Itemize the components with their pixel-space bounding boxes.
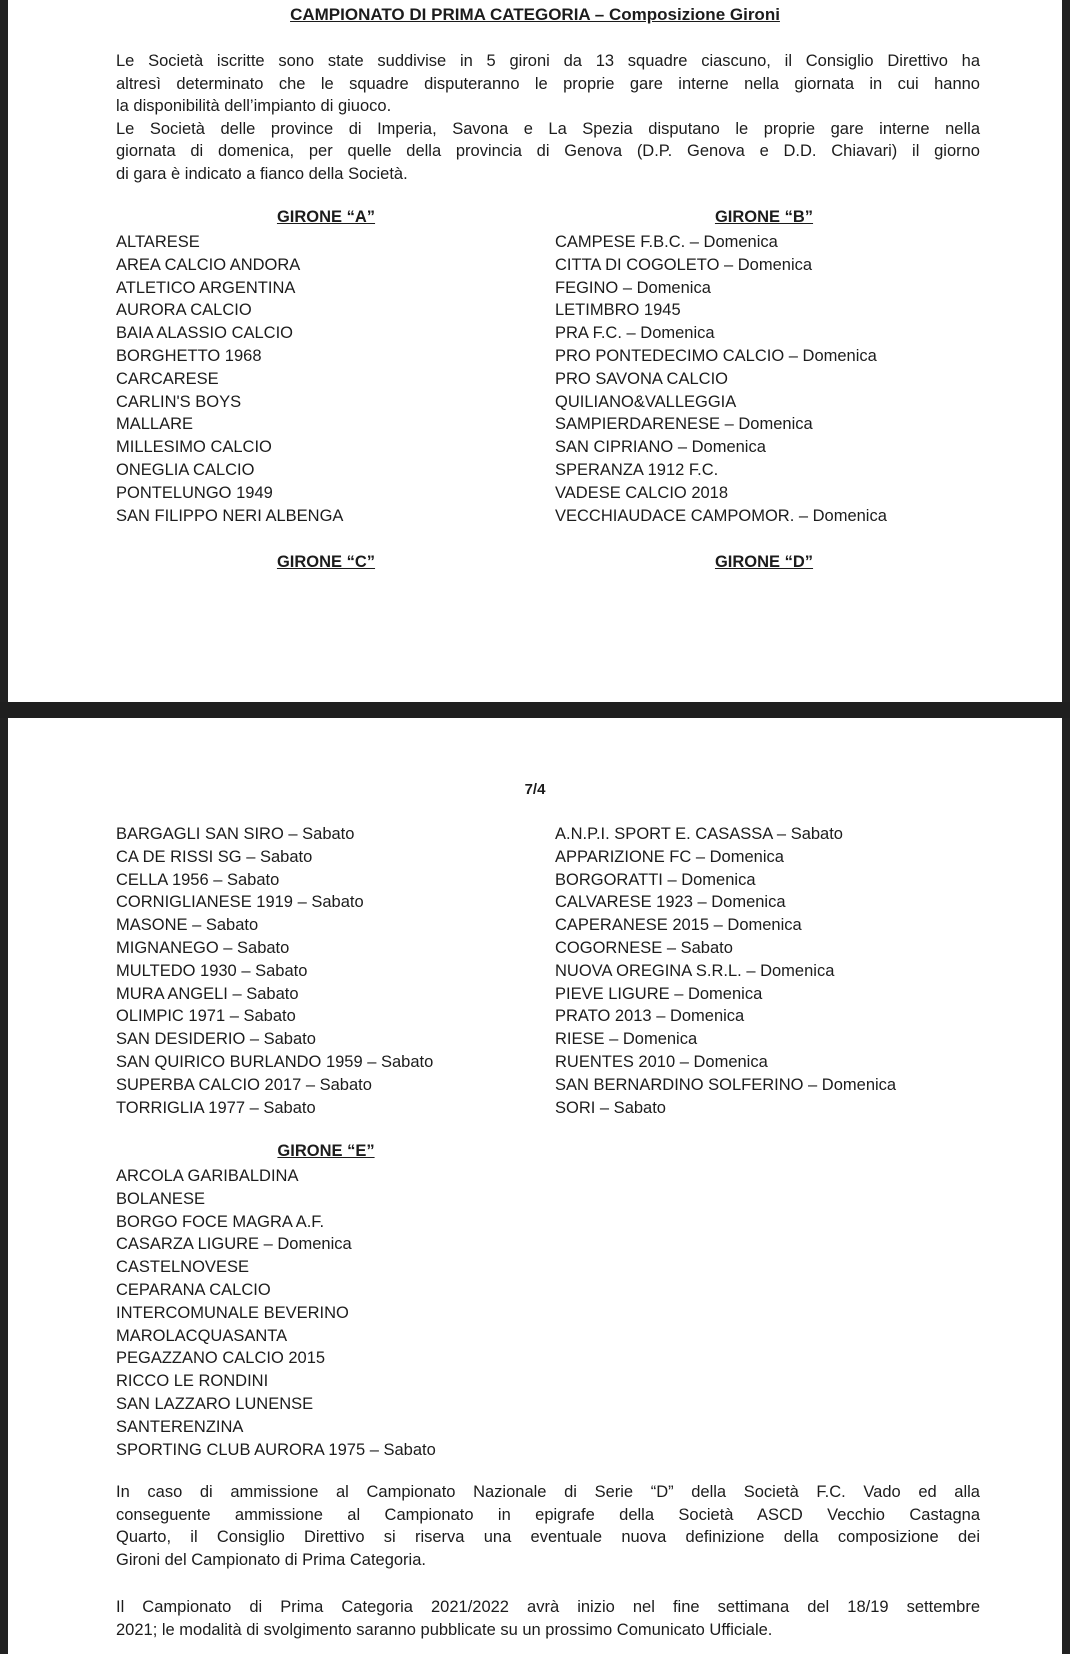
girone-e-heading: GIRONE “E” [277, 1142, 375, 1160]
team-list-item: NUOVA OREGINA S.R.L. – Domenica [555, 961, 835, 980]
girone-b-heading: GIRONE “B” [714, 208, 814, 226]
team-list-item: RUENTES 2010 – Domenica [555, 1052, 768, 1071]
team-list-item: CASTELNOVESE [116, 1258, 249, 1277]
team-list-item: SAMPIERDARENESE – Domenica [555, 415, 813, 434]
team-list-item: CALVARESE 1923 – Domenica [555, 893, 786, 912]
intro-line: Le Società iscritte sono state suddivise in 5 gironi da 13 squadre ciascuno, il Consiglio Direttivo ha [116, 52, 980, 70]
team-list-item: MULTEDO 1930 – Sabato [116, 961, 308, 980]
girone-b-team-list [555, 231, 887, 527]
girone-a-heading: GIRONE “A” [276, 208, 376, 226]
team-list-item: SAN BERNARDINO SOLFERINO – Domenica [555, 1075, 897, 1094]
intro-line: altresì determinato che le squadre disputeranno le proprie gare interne nella giornata in cui hanno [116, 74, 980, 93]
team-list-item: SAN DESIDERIO – Sabato [116, 1030, 316, 1049]
document-title: CAMPIONATO DI PRIMA CATEGORIA – Composizione Gironi [290, 5, 780, 24]
girone-c-team-list [116, 823, 433, 1119]
intro-line: giornata di domenica, per quelle della provincia di Genova (D.P. Genova e D.D. Chiavari) il giorno [116, 142, 980, 160]
team-list-item: COGORNESE – Sabato [555, 938, 733, 957]
intro-line: Le Società delle province di Imperia, Savona e La Spezia disputano le proprie gare interne nella [116, 119, 980, 138]
team-list-item: SAN FILIPPO NERI ALBENGA [116, 506, 344, 525]
team-list-item: LETIMBRO 1945 [555, 301, 681, 320]
note-line: conseguente ammissione al Campionato in epigrafe della Società ASCD Vecchio Castagna [116, 1505, 980, 1524]
document-page-bottom [0, 718, 1070, 1654]
team-list-item: INTERCOMUNALE BEVERINO [116, 1303, 349, 1322]
intro-line: di gara è indicato a fianco della Società. [116, 164, 408, 183]
team-list-item: SPERANZA 1912 F.C. [555, 460, 719, 479]
team-list-item: CARLIN'S BOYS [116, 392, 242, 411]
team-list-item: CARCARESE [116, 369, 219, 388]
team-list-item: MILLESIMO CALCIO [116, 438, 272, 457]
team-list-item: PRO SAVONA CALCIO [555, 369, 728, 388]
team-list-item: CEPARANA CALCIO [116, 1280, 271, 1299]
team-list-item: PIEVE LIGURE – Domenica [555, 984, 763, 1003]
team-list-item: ONEGLIA CALCIO [116, 460, 255, 479]
team-list-item: SAN QUIRICO BURLANDO 1959 – Sabato [116, 1052, 434, 1071]
team-list-item: MALLARE [116, 415, 194, 434]
page-number: 7/4 [524, 781, 546, 798]
note-line: Gironi del Campionato di Prima Categoria. [116, 1550, 426, 1569]
team-list-item: CAMPESE F.B.C. – Domenica [555, 233, 778, 251]
team-list-item: MASONE – Sabato [116, 916, 259, 935]
team-list-item: A.N.P.I. SPORT E. CASASSA – Sabato [555, 825, 843, 843]
team-list-item: SUPERBA CALCIO 2017 – Sabato [116, 1075, 372, 1094]
team-list-item: PRO PONTEDECIMO CALCIO – Domenica [555, 346, 877, 365]
team-list-item: SAN LAZZARO LUNENSE [116, 1394, 314, 1413]
team-list-item: SORI – Sabato [555, 1098, 666, 1117]
team-list-item: PRA F.C. – Domenica [555, 324, 715, 343]
intro-line: la disponibilità dell’impianto di giuoco. [116, 97, 392, 115]
team-list-item: BOLANESE [116, 1189, 205, 1208]
team-list-item: PEGAZZANO CALCIO 2015 [116, 1349, 326, 1368]
team-list-item: CA DE RISSI SG – Sabato [116, 847, 313, 866]
team-list-item: BORGHETTO 1968 [116, 346, 262, 365]
team-list-item: MURA ANGELI – Sabato [116, 984, 299, 1003]
team-list-item: QUILIANO&VALLEGGIA [555, 392, 737, 411]
team-list-item: ARCOLA GARIBALDINA [116, 1167, 299, 1185]
team-list-item: PRATO 2013 – Domenica [555, 1007, 745, 1026]
start-line: Il Campionato di Prima Categoria 2021/2022 avrà inizio nel fine settimana del 18/19 settembre [116, 1598, 980, 1616]
team-list-item: MIGNANEGO – Sabato [116, 938, 290, 957]
team-list-item: RICCO LE RONDINI [116, 1372, 269, 1391]
team-list-item: SANTERENZINA [116, 1417, 244, 1436]
note-line: Quarto, il Consiglio Direttivo si riserva una eventuale nuova definizione della composizione dei [116, 1528, 980, 1546]
team-list-item: BORGO FOCE MAGRA A.F. [116, 1212, 325, 1231]
team-list-item: ATLETICO ARGENTINA [116, 278, 296, 297]
team-list-item: CITTA DI COGOLETO – Domenica [555, 255, 813, 274]
team-list-item: CASARZA LIGURE – Domenica [116, 1235, 352, 1254]
team-list-item: VECCHIAUDACE CAMPOMOR. – Domenica [555, 506, 887, 525]
team-list-item: AURORA CALCIO [116, 301, 252, 320]
start-line: 2021; le modalità di svolgimento saranno pubblicate su un prossimo Comunicato Ufficiale. [116, 1620, 773, 1639]
team-list-item: MAROLACQUASANTA [116, 1326, 288, 1345]
team-list-item: CORNIGLIANESE 1919 – Sabato [116, 893, 364, 912]
note-paragraph [116, 1481, 980, 1571]
team-list-item: SAN CIPRIANO – Domenica [555, 438, 766, 457]
document-page-top [0, 0, 1070, 702]
team-list-item: BARGAGLI SAN SIRO – Sabato [116, 825, 355, 843]
team-list-item: BAIA ALASSIO CALCIO [116, 324, 293, 343]
team-list-item: FEGINO – Domenica [555, 278, 711, 297]
team-list-item: SPORTING CLUB AURORA 1975 – Sabato [116, 1440, 436, 1459]
team-list-item: AREA CALCIO ANDORA [116, 255, 301, 274]
team-list-item: CELLA 1956 – Sabato [116, 870, 280, 889]
team-list-item: BORGORATTI – Domenica [555, 870, 756, 889]
girone-a-team-list [116, 231, 343, 527]
team-list-item: ALTARESE [116, 233, 200, 251]
start-paragraph [116, 1596, 980, 1641]
team-list-item: APPARIZIONE FC – Domenica [555, 847, 784, 866]
page-separator [0, 702, 1070, 718]
girone-e-team-list [116, 1165, 436, 1461]
team-list-item: PONTELUNGO 1949 [116, 483, 273, 502]
girone-d-team-list [555, 823, 896, 1119]
note-line: In caso di ammissione al Campionato Nazionale di Serie “D” della Società F.C. Vado ed alla [116, 1483, 980, 1501]
intro-paragraph [116, 50, 980, 185]
team-list-item: OLIMPIC 1971 – Sabato [116, 1007, 296, 1026]
girone-c-heading: GIRONE “C” [276, 553, 376, 571]
girone-d-heading: GIRONE “D” [714, 553, 814, 571]
team-list-item: TORRIGLIA 1977 – Sabato [116, 1098, 316, 1117]
team-list-item: CAPERANESE 2015 – Domenica [555, 916, 802, 935]
team-list-item: VADESE CALCIO 2018 [555, 483, 729, 502]
team-list-item: RIESE – Domenica [555, 1030, 698, 1049]
